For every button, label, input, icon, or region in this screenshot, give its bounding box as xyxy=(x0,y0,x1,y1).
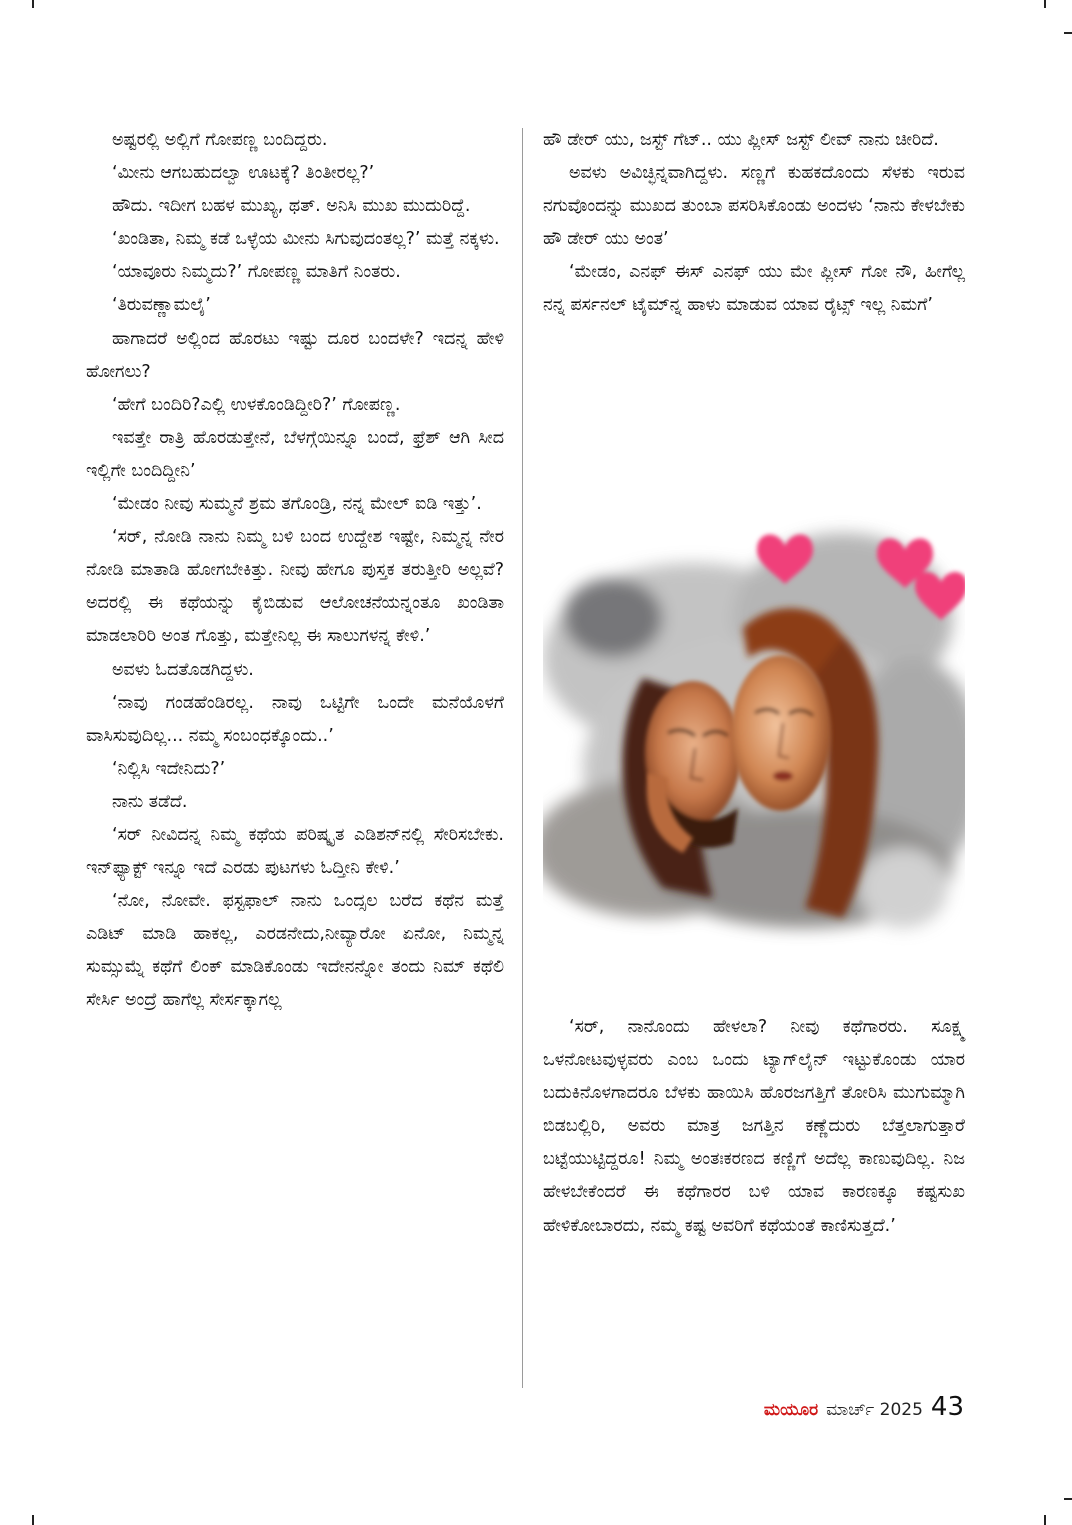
paragraph: ಅವಳು ಅವಿಚ್ಛಿನ್ನವಾಗಿದ್ದಳು. ಸಣ್ಣಗೆ ಕುಹಕದೊಂದು ಸೆಳಕು ಇರುವ ನಗುವೊಂದನ್ನು ಮುಖದ ತುಂಬಾ ಪಸರಿಸಿಕೊಂಡು ಅಂದಳು ‘ನಾನು ಕೇಳಬೇಕು ಹೌ ಡೇರ್ ಯು ಅಂತ’ xyxy=(543,163,965,250)
paragraph: ಇವತ್ತೇ ರಾತ್ರಿ ಹೊರಡುತ್ತೇನೆ, ಬೆಳಗ್ಗೆಯಿನ್ನೂ ಬಂದೆ, ಫ್ರೆಶ್ ಆಗಿ ಸೀದ ಇಲ್ಲಿಗೇ ಬಂದಿದ್ದೀನಿ’ xyxy=(86,427,504,481)
paragraph: ‘ಮೀನು ಆಗಬಹುದಲ್ವಾ ಊಟಕ್ಕೆ? ತಿಂತೀರಲ್ಲ?’ xyxy=(112,163,375,184)
crop-mark-top-right xyxy=(1044,0,1046,8)
paragraph: ‘ಸರ್ ನೀವಿದನ್ನ ನಿಮ್ಮ ಕಥೆಯ ಪರಿಷ್ಕೃತ ಎಡಿಶನ್‌ನಲ್ಲಿ ಸೇರಿಸಬೇಕು. ಇನ್‌ಫ್ಯಾಕ್ಟ್ ಇನ್ನೂ ಇದೆ ಎರಡು ಪುಟಗಳು ಓದ್ತೀನಿ ಕೇಳಿ.’ xyxy=(86,824,504,879)
paragraph: ‘ಸರ್, ನಾನೊಂದು ಹೇಳಲಾ? ನೀವು ಕಥೆಗಾರರು. ಸೂಕ್ಷ್ಮ ಒಳನೋಟವುಳ್ಳವರು ಎಂಬ ಒಂದು ಟ್ಯಾಗ್‌ಲೈನ್ ಇಟ್ಟುಕೊಂಡು ಯಾರ ಬದುಕಿನೊಳಗಾದರೂ ಬೆಳಕು ಹಾಯಿಸಿ ಹೊರಜಗತ್ತಿಗೆ ತೋರಿಸಿ ಮುಗುಮ್ಮಾಗಿ ಬಿಡಬಲ್ಲಿರಿ, ಅವರು ಮಾತ್ರ ಜಗತ್ತಿನ ಕಣ್ಣೆದುರು ಬೆತ್ತಲಾಗುತ್ತಾರೆ ಬಟ್ಟೆಯುಟ್ಟಿದ್ದರೂ! ನಿಮ್ಮ ಅಂತಃಕರಣದ ಕಣ್ಣಿಗೆ ಅದೆಲ್ಲ ಕಾಣುವುದಿಲ್ಲ. ನಿಜ ಹೇಳಬೇಕೆಂದರೆ ಈ ಕಥೆಗಾರರ ಬಳಿ ಯಾವ ಕಾರಣಕ್ಕೂ ಕಷ್ಟಸುಖ ಹೇಳಿಕೋಬಾರದು, ನಮ್ಮ ಕಷ್ಟ ಅವರಿಗೆ ಕಥೆಯಂತೆ ಕಾಣಿಸುತ್ತದೆ.’ xyxy=(543,1017,965,1236)
paragraph: ‘ಹೇಗೆ ಬಂದಿರಿ?ಎಲ್ಲಿ ಉಳಕೊಂಡಿದ್ದೀರಿ?’ ಗೋಪಣ್ಣ. xyxy=(112,394,401,415)
couple-with-hearts-painting-icon xyxy=(543,508,965,968)
left-text-column xyxy=(86,124,504,1018)
paragraph: ಅವಳು ಓದತೊಡಗಿದ್ದಳು. xyxy=(112,659,254,680)
paragraph: ಹೌದು. ಇದೀಗ ಬಹಳ ಮುಖ್ಯ, ಥತ್. ಅನಿಸಿ ಮುಖ ಮುದುರಿದ್ದೆ. xyxy=(112,196,471,217)
issue-date: ಮಾರ್ಚ್ 2025 xyxy=(826,1400,923,1420)
magazine-brand: ಮಯೂರ xyxy=(763,1400,819,1420)
paragraph: ‘ಮೇಡಂ ನೀವು ಸುಮ್ಮನೆ ಶ್ರಮ ತಗೊಂಡ್ರಿ, ನನ್ನ ಮೇಲ್ ಐಡಿ ಇತ್ತು’. xyxy=(112,494,482,515)
crop-mark-bottom-left xyxy=(32,1515,34,1525)
crop-mark-bottom-right xyxy=(1044,1515,1046,1525)
paragraph: ‘ನಾವು ಗಂಡಹೆಂಡಿರಲ್ಲ. ನಾವು ಒಟ್ಟಿಗೇ ಒಂದೇ ಮನೆಯೊಳಗೆ ವಾಸಿಸುವುದಿಲ್ಲ... ನಮ್ಮ ಸಂಬಂಧಕ್ಕೊಂದು..’ xyxy=(86,692,504,746)
crop-mark-top-left xyxy=(32,0,34,8)
page-footer xyxy=(764,1392,964,1432)
paragraph: ‘ಖಂಡಿತಾ, ನಿಮ್ಮ ಕಡೆ ಒಳ್ಳೆಯ ಮೀನು ಸಿಗುವುದಂತಲ್ಲ?’ ಮತ್ತೆ ನಕ್ಕಳು. xyxy=(112,229,500,250)
crop-mark-right-upper xyxy=(1064,32,1072,34)
paragraph: ನಾನು ತಡೆದೆ. xyxy=(112,791,188,812)
paragraph: ‘ನಿಲ್ಲಿಸಿ ಇದೇನಿದು?’ xyxy=(112,758,226,779)
paragraph: ‘ಸರ್, ನೋಡಿ ನಾನು ನಿಮ್ಮ ಬಳಿ ಬಂದ ಉದ್ದೇಶ ಇಷ್ಟೇ, ನಿಮ್ಮನ್ನ ನೇರ ನೋಡಿ ಮಾತಾಡಿ ಹೋಗಬೇಕಿತ್ತು. ನೀವು ಹೇಗೂ ಪುಸ್ತಕ ತರುತ್ತೀರಿ ಅಲ್ಲವೆ? ಅದರಲ್ಲಿ ಈ ಕಥೆಯನ್ನು ಕೈಬಿಡುವ ಆಲೋಚನೆಯನ್ನಂತೂ ಖಂಡಿತಾ ಮಾಡಲಾರಿರಿ ಅಂತ ಗೊತ್ತು, ಮತ್ತೇನಿಲ್ಲ ಈ ಸಾಲುಗಳನ್ನ ಕೇಳಿ.’ xyxy=(86,527,504,647)
page-number: 43 xyxy=(930,1392,964,1422)
paragraph: ಹಾಗಾದರೆ ಅಲ್ಲಿಂದ ಹೊರಟು ಇಷ್ಟು ದೂರ ಬಂದಳೇ? ಇದನ್ನ ಹೇಳಿ ಹೋಗಲು? xyxy=(86,328,504,382)
right-text-column-top xyxy=(543,124,965,323)
paragraph: ‘ತಿರುವಣ್ಣಾಮಲೈ’ xyxy=(112,295,211,316)
paragraph: ಅಷ್ಟರಲ್ಲಿ ಅಲ್ಲಿಗೆ ಗೋಪಣ್ಣ ಬಂದಿದ್ದರು. xyxy=(112,130,328,150)
paragraph: ‘ನೋ, ನೋವೇ. ಫಸ್ಟಫಾಲ್ ನಾನು ಒಂದ್ಸಲ ಬರೆದ ಕಥೆನ ಮತ್ತೆ ಎಡಿಟ್ ಮಾಡಿ ಹಾಕಲ್ಲ, ಎರಡನೇದು,ನೀವ್ಯಾರೋ ಏನೋ, ನಿಮ್ಮನ್ನ ಸುಮ್ಸುಮ್ನೆ ಕಥೆಗೆ ಲಿಂಕ್ ಮಾಡಿಕೊಂಡು ಇದೇನನ್ನೋ ತಂದು ನಿಮ್ ಕಥೆಲಿ ಸೇರ್ಸಿ ಅಂದ್ರೆ ಹಾಗೆಲ್ಲ ಸೇರ್ಸಕ್ಕಾಗಲ್ಲ xyxy=(86,891,504,1011)
paragraph: ಹೌ ಡೇರ್ ಯು, ಜಸ್ಟ್ ಗೆಟ್.. ಯು ಪ್ಲೀಸ್ ಜಸ್ಟ್ ಲೀವ್ ನಾನು ಚೀರಿದೆ. xyxy=(543,130,939,150)
story-illustration xyxy=(543,508,965,968)
right-text-column-bottom xyxy=(543,1011,965,1243)
crop-mark-right-lower xyxy=(1064,1498,1072,1500)
paragraph: ‘ಮೇಡಂ, ಎನಫ್ ಈಸ್ ಎನಫ್ ಯು ಮೇ ಪ್ಲೀಸ್ ಗೋ ನೌ, ಹೀಗೆಲ್ಲ ನನ್ನ ಪರ್ಸನಲ್ ಟೈಮ್‌ನ್ನ ಹಾಳು ಮಾಡುವ ಯಾವ ರೈಟ್ಸ್ ಇಲ್ಲ ನಿಮಗೆ’ xyxy=(543,262,965,316)
paragraph: ‘ಯಾವೂರು ನಿಮ್ಮದು?’ ಗೋಪಣ್ಣ ಮಾತಿಗೆ ನಿಂತರು. xyxy=(112,262,401,283)
column-divider xyxy=(522,128,523,1388)
